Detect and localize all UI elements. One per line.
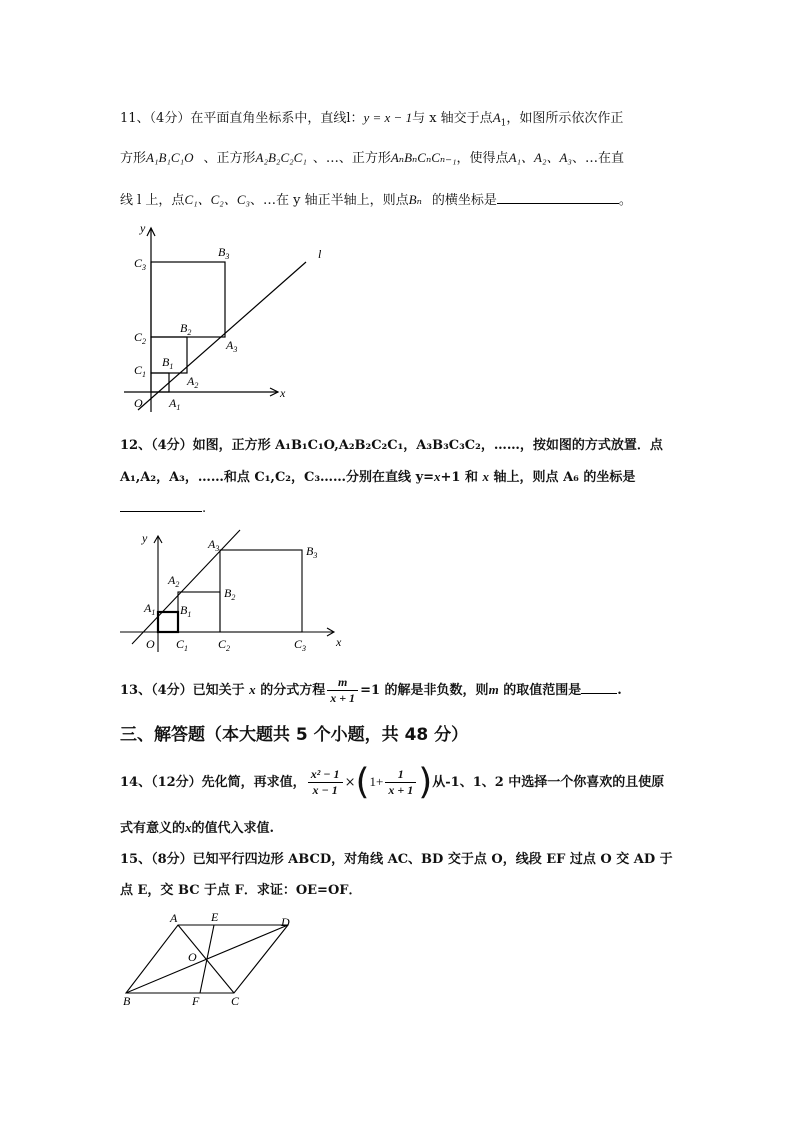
q12-line2: A₁,A₂，A₃，……和点 C₁,C₂，C₃……分别在直线 y=x+1 和 x 轴上，则点 A₆ 的坐标是 bbox=[120, 469, 636, 485]
q11-label-l: l bbox=[318, 247, 322, 261]
q12-label-a1: $A_1$ bbox=[144, 601, 156, 617]
q15-line1: 15、（8分）已知平行四边形 ABCD，对角线 AC、BD 交于点 O，线段 EF 过点 O 交 AD 于 bbox=[120, 852, 673, 867]
q11-label-x: x bbox=[280, 386, 286, 400]
q15-line2: 点 E，交 BC 于点 F．求证：OE=OF． bbox=[120, 883, 362, 898]
q11-square-1 bbox=[151, 373, 169, 392]
q11-label-a2: $A_2$ bbox=[187, 374, 199, 390]
q12-label-c3: $C_3$ bbox=[294, 637, 307, 653]
q11-label-c3: $C_3$ bbox=[134, 256, 147, 272]
q12-square-1 bbox=[158, 612, 178, 632]
q14-line2: 式有意义的x的值代入求值. bbox=[120, 820, 275, 836]
q11-label-b1: $B_1$ bbox=[162, 355, 174, 371]
q11-line1: 11、（4分）在平面直角坐标系中，直线l：y = x − 1与 x 轴交于点$A_1$，如图所示依次作正 bbox=[120, 110, 624, 129]
q12-line3: . bbox=[120, 499, 206, 518]
q11-figure bbox=[118, 216, 340, 416]
q12-label-a2: $A_2$ bbox=[168, 573, 180, 589]
section-three-title: 三、解答题（本大题共 5 个小题，共 48 分） bbox=[120, 725, 469, 745]
q15-figure bbox=[118, 908, 300, 1008]
q15-label-d: D bbox=[281, 915, 290, 929]
q12-label-o: O bbox=[146, 637, 155, 651]
q11-equation: y = x − 1 bbox=[363, 110, 413, 125]
q11-label-b2: $B_2$ bbox=[180, 321, 192, 337]
q15-label-b: B bbox=[123, 994, 131, 1008]
q14-fraction-2: $\frac{1}{x + 1}$ bbox=[385, 767, 416, 798]
q11-label-b3: $B_3$ bbox=[218, 245, 230, 261]
q12-label-b2: $B_2$ bbox=[224, 586, 236, 602]
q11-label-c2: $C_2$ bbox=[134, 330, 147, 346]
q11-square-3 bbox=[151, 262, 225, 337]
q15-label-a: A bbox=[170, 911, 178, 925]
q11-label-c1: $C_1$ bbox=[134, 363, 147, 379]
q15-label-c: C bbox=[231, 994, 240, 1008]
q15-label-o: O bbox=[188, 950, 197, 964]
q12-label-c2: $C_2$ bbox=[218, 637, 231, 653]
q12-label-c1: $C_1$ bbox=[176, 637, 189, 653]
q12-line1: 12、（4分）如图，正方形 A₁B₁C₁O,A₂B₂C₂C₁，A₃B₃C₃C₂，……，按如图的方式放置．点 bbox=[120, 438, 663, 453]
q14-line1: 14、（12分）先化简，再求值， $\frac{\text{x² − 1}}{x - 1}$ ×(1+ $\frac{1}{x + 1}$ )从-1、1、2 中选择一个你喜欢的且使原 bbox=[120, 761, 665, 803]
q11-line2: 方形A₁B₁C₁O 、正方形A₂B₂C₂C₁ 、…、正方形AₙBₙCₙCₙ₋₁，使得点A₁、A₂、A₃、…在直 bbox=[120, 150, 624, 166]
q11-answer-blank[interactable] bbox=[497, 191, 619, 204]
q15-label-e: E bbox=[211, 910, 219, 924]
q11-label-y: y bbox=[140, 221, 146, 235]
q12-label-b3: $B_3$ bbox=[306, 544, 318, 560]
q12-label-a3: $A_3$ bbox=[208, 537, 220, 553]
q11-label-a1: $A_1$ bbox=[169, 396, 181, 412]
q13-line: 13、（4分）已知关于 x 的分式方程 $\frac{m}{x + 1}$ =1 的解是非负数，则m 的取值范围是 . bbox=[120, 675, 622, 705]
q12-square-3 bbox=[220, 550, 302, 632]
q15-segment-ef bbox=[200, 925, 214, 993]
q11-label-a3: $A_3$ bbox=[226, 338, 238, 354]
q12-label-b1: $B_1$ bbox=[180, 603, 192, 619]
q14-fraction-1: $\frac{\text{x² − 1}}{x - 1}$ bbox=[308, 767, 343, 798]
q11-point-a: A bbox=[492, 110, 501, 125]
q12-label-y: y bbox=[142, 531, 148, 545]
q15-label-f: F bbox=[192, 994, 200, 1008]
q11-label-o: O bbox=[134, 396, 143, 410]
q11-line3: 线 l 上，点C₁、C₂、C₃、…在 y 轴正半轴上，则点Bₙ 的横坐标是 。 bbox=[120, 192, 632, 208]
q13-answer-blank[interactable] bbox=[581, 681, 617, 694]
q12-figure bbox=[118, 528, 348, 658]
q12-answer-blank[interactable] bbox=[120, 499, 202, 512]
q13-fraction: $\frac{m}{x + 1}$ bbox=[327, 675, 358, 706]
q12-label-x: x bbox=[336, 635, 342, 649]
